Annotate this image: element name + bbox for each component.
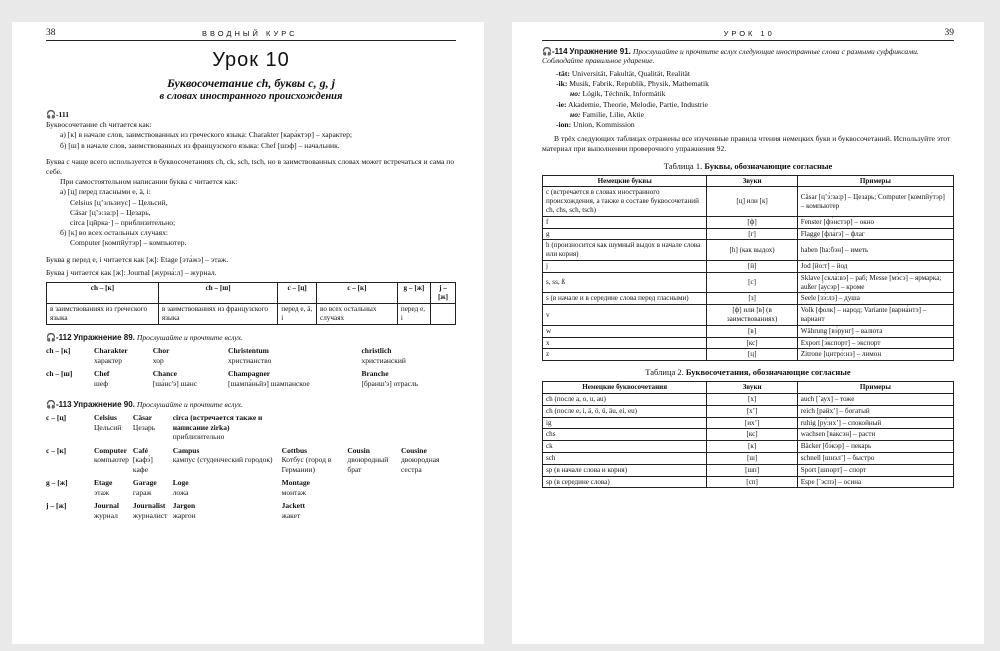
table-header: Немецкие буквосочетания <box>543 382 707 394</box>
translation: двоюродная сестра <box>400 455 440 474</box>
sound-cell: [с] <box>707 272 797 293</box>
exercise-row-label <box>46 369 94 392</box>
example-cell: Volk [фолк] – народ; Variante [вариа́нтэ] – вариант <box>797 305 953 326</box>
suffix-list <box>542 69 954 130</box>
word-cell <box>228 346 361 369</box>
example-cell: wachsen [ва́ксэн] – расти <box>797 429 953 441</box>
german-word: circa (встречается также и написание zirka) <box>172 413 263 432</box>
german-word: Cousin <box>347 445 370 455</box>
sound-cell: [ц] <box>707 349 797 361</box>
german-word: Champagner <box>228 369 271 379</box>
exercise-90-grid <box>46 413 456 524</box>
word-cell <box>173 413 282 446</box>
table-row <box>543 405 954 417</box>
word-cell <box>173 501 282 524</box>
example-caesar: Cäsar [ц’э:за:р] – Цезарь, <box>70 207 151 217</box>
exercise-row <box>46 346 456 369</box>
summary-header: ch – [к] <box>47 283 159 304</box>
rule-ch: Буквосочетание ch читается как: <box>46 120 152 130</box>
audio-icon: 🎧 <box>542 47 552 56</box>
exercise-instruction: Прослушайте и прочтите вслух. <box>136 400 243 410</box>
word-cell <box>173 478 282 501</box>
example-cell: Zitrone [цитро́:нэ] – лимон <box>797 349 953 361</box>
word-cell <box>153 346 228 369</box>
exercise-title: Упражнение 91. <box>569 47 631 56</box>
table-caption-number: Таблица 1. <box>663 160 703 171</box>
audio-icon: 🎧 <box>46 400 56 410</box>
summary-cell: во всех остальных случаях <box>317 304 398 325</box>
table-2-caption <box>542 367 954 377</box>
word-cell <box>347 446 401 479</box>
exercise-label: j – [ж] <box>46 501 67 511</box>
word-cell <box>94 478 133 501</box>
exercise-label: ch – [ш] <box>46 369 73 379</box>
table-row <box>543 261 954 273</box>
table-header-row <box>543 382 954 394</box>
left-page <box>12 22 484 644</box>
translation: христианский <box>361 355 406 365</box>
table-row <box>543 476 954 488</box>
rule-j: Буква j читается как [ж]: Journal [журна́:л] – журнал. <box>46 267 217 277</box>
exercise-instruction: Прослушайте и прочтите вслух следующие иностранные слова с разными суффиксами. Соблюдайте правильное ударение. <box>542 47 919 65</box>
suffix: но: <box>570 109 581 119</box>
letter-cell: s, ss, ß <box>543 272 707 293</box>
translation: [ша́нс'э] шанс <box>152 378 198 388</box>
exercise-row-label <box>46 413 94 446</box>
word-cell <box>133 446 173 479</box>
word-cell <box>282 478 348 501</box>
translation: этаж <box>94 487 110 497</box>
sound-cell: [ц] или [к] <box>707 187 797 216</box>
suffix-words: Lógik, Téchnik, Informátik <box>582 89 666 99</box>
lesson-subtitle-2: в словах иностранного происхождения <box>159 91 343 102</box>
table-row <box>543 305 954 326</box>
audio-track: -113 <box>55 400 72 410</box>
word-cell <box>282 446 348 479</box>
table-header: Звуки <box>707 175 797 187</box>
exercise-row <box>46 501 456 524</box>
letter-cell: f <box>543 216 707 228</box>
german-word: Garage <box>132 478 157 488</box>
translation: [кафэ́] кафе <box>132 455 153 474</box>
sound-cell: [ф] или [в] (в заимствованиях) <box>707 305 797 326</box>
table-row <box>543 349 954 361</box>
translation: гараж <box>132 487 152 497</box>
lesson-subtitle: Буквосочетание ch, буквы c, g, j <box>167 76 335 90</box>
table-row <box>543 187 954 216</box>
german-word: Etage <box>94 478 113 488</box>
letter-cell: g <box>543 228 707 240</box>
sound-cell: [к] <box>707 441 797 453</box>
german-word: Chance <box>152 369 177 379</box>
german-word: Chef <box>94 369 110 379</box>
translation: [шампа́ньйэ] шампанское <box>228 378 310 388</box>
letter-cell: ch (после a, o, u, au) <box>543 393 707 405</box>
table-header: Немецкие буквы <box>543 175 707 187</box>
letter-cell: z <box>543 349 707 361</box>
table-header: Примеры <box>797 382 953 394</box>
german-word: Jargon <box>172 501 196 511</box>
german-word: Montage <box>281 478 310 488</box>
letter-cell: ck <box>543 441 707 453</box>
german-word: Chor <box>152 346 170 356</box>
exercise-91-heading <box>542 47 954 65</box>
suffix-words: Universität, Fakultät, Qualität, Realität <box>571 69 690 78</box>
letter-cell: sp (в начале слова и корня) <box>543 464 707 476</box>
sound-cell: [х] <box>707 393 797 405</box>
exercise-label: g – [ж] <box>46 478 68 488</box>
example-cell: Sklave [скла́:вэ] – раб; Messe [мэ́сэ] – ярмарка; außer [а́усэр] – кроме <box>797 272 953 293</box>
summary-cell <box>431 304 456 325</box>
translation: компьютер <box>94 455 129 465</box>
german-word: christlich <box>361 346 392 356</box>
audio-track: -112 <box>55 333 72 343</box>
table-header: Примеры <box>797 175 953 187</box>
letter-cell: h (произносится как шумный выдох в начале слова или корня) <box>543 240 707 261</box>
exercise-90-heading <box>46 400 456 409</box>
exercise-label: c – [к] <box>46 445 67 455</box>
table-1-caption <box>542 161 954 171</box>
letter-cell: ch (после e, i, ä, ö, ü, äu, ei, eu) <box>543 405 707 417</box>
audio-icon: 🎧 <box>46 333 56 343</box>
word-cell <box>133 501 173 524</box>
german-word: Jackett <box>281 501 305 511</box>
translation: христианство <box>228 355 272 365</box>
summary-cell: перед e, ä, i <box>278 304 317 325</box>
translation: шеф <box>94 378 109 388</box>
word-cell <box>282 501 348 524</box>
rule-c: При самостоятельном написании буква c читается как: <box>60 177 238 187</box>
table-row <box>543 393 954 405</box>
rule-ch-b: б) [ш] в начале слов, заимствованных из французского языка: Chef [шэф] – начальник. <box>60 140 340 150</box>
example-cell: Export [э́кспорт] – экспорт <box>797 337 953 349</box>
exercise-label: c – [ц] <box>46 413 67 423</box>
exercise-row-label <box>46 446 94 479</box>
sound-cell: [х’] <box>707 405 797 417</box>
example-computer: Computer [компйу́тэр] – компьютер. <box>70 238 187 248</box>
letter-cell: s (в начале и в середине слова перед гласными) <box>543 293 707 305</box>
table-caption-title: Буквосочетания, обозначающие согласные <box>685 367 851 378</box>
exercise-title: Упражнение 90. <box>73 400 135 410</box>
table-row <box>543 441 954 453</box>
example-cell: schnell [шнэл’] – быстро <box>797 452 953 464</box>
audio-icon: 🎧 <box>46 110 56 119</box>
suffix-row <box>542 69 954 79</box>
suffix-words: Akademie, Theorie, Melodie, Partie, Industrie <box>568 99 708 109</box>
translation: Цельсий <box>94 422 122 432</box>
suffix-words: Musik, Fabrik, Republik, Physik, Mathematik <box>569 79 709 89</box>
table-row <box>543 293 954 305</box>
table-row <box>543 240 954 261</box>
summary-header: c – [ц] <box>278 283 317 304</box>
tables-intro: В трёх следующих таблицах отражены все изученные правила чтения немецких букв и буквосочетаний. Используйте этот материал при выполнении проверочного упражнения 92. <box>542 134 951 154</box>
rule-g: Буква g перед e, i читается как [ж]: Etage [эта́жэ] – этаж. <box>46 254 229 264</box>
lesson-title: Урок 10 <box>212 49 290 71</box>
sound-cell: [г] <box>707 228 797 240</box>
table-caption-number: Таблица 2. <box>645 367 684 378</box>
sound-cell: [ф] <box>707 216 797 228</box>
table-row <box>543 417 954 429</box>
word-cell <box>94 413 133 446</box>
translation: хор <box>152 355 164 365</box>
suffix: -tät: <box>556 69 570 78</box>
example-cell: Cäsar [ц’э́:за:р] – Цезарь; Computer [компйу́тэр] – компьютер <box>797 187 953 216</box>
translation: [бранш'э] отрасль <box>361 378 419 388</box>
left-page-number: 38 <box>46 28 56 38</box>
audio-track: -114 <box>551 47 568 56</box>
word-cell <box>94 501 133 524</box>
word-cell <box>361 369 456 392</box>
example-cell: Sport [шпорт] – спорт <box>797 464 953 476</box>
translation: Котбус (город в Германии) <box>281 455 332 474</box>
right-page-number: 39 <box>944 28 954 38</box>
sound-cell: [сп] <box>707 476 797 488</box>
letter-cell: c (встречается в словах иностранного происхождения, а также в составе буквосочетаний ch, chs, sch, tsch) <box>543 187 707 216</box>
letter-cell: sp (в середине слова) <box>543 476 707 488</box>
word-cell <box>401 446 456 479</box>
german-word: Campus <box>172 445 200 455</box>
suffix: -ion: <box>556 120 572 130</box>
exercise-row-label <box>46 501 94 524</box>
right-running-header <box>542 22 954 41</box>
left-running-header <box>46 22 456 41</box>
word-cell <box>153 369 228 392</box>
translation: двоюродный брат <box>347 455 389 474</box>
example-cell: Espe [´эспэ] – осина <box>797 476 953 488</box>
word-cell <box>133 413 173 446</box>
german-word: Branche <box>361 369 389 379</box>
table-row <box>543 464 954 476</box>
example-cell: Seele [зэ́:лэ] – душа <box>797 293 953 305</box>
summary-cell: перед e, i <box>397 304 430 325</box>
german-word: Celsius <box>94 413 117 423</box>
german-word: Christentum <box>228 346 269 356</box>
exercise-title: Упражнение 89. <box>73 333 135 343</box>
suffix-words: Union, Kommission <box>573 120 635 130</box>
table-row <box>543 228 954 240</box>
sound-cell: [в] <box>707 325 797 337</box>
suffix: но: <box>570 89 581 99</box>
letters-table <box>542 175 954 362</box>
word-cell <box>228 369 361 392</box>
word-cell <box>94 369 153 392</box>
suffix: -ik: <box>556 79 568 89</box>
example-circa: circa [цӣрка·] – приблизительно; <box>70 218 176 228</box>
exercise-row <box>46 369 456 392</box>
example-cell: haben [ha:бэн] – иметь <box>797 240 953 261</box>
translation: приблизительно <box>172 432 225 442</box>
exercise-label: ch – [к] <box>46 346 71 356</box>
summary-header: j – [ж] <box>431 283 456 304</box>
example-cell: Jod [йо:т] – йод <box>797 261 953 273</box>
rule-c-b: б) [к] во всех остальных случаях: <box>60 228 168 238</box>
letter-cell: sch <box>543 452 707 464</box>
example-cell: ruhig [ру́:их’] – спокойный <box>797 417 953 429</box>
letter-cell: j <box>543 261 707 273</box>
table-header: Звуки <box>707 382 797 394</box>
translation: монтаж <box>281 487 307 497</box>
rule-c-usage: Буква c чаще всего используется в буквосочетаниях ch, ck, sch, tsch, но в заимствованных словах может встречаться и сама по себе. <box>46 156 455 177</box>
letter-cell: chs <box>543 429 707 441</box>
sound-cell: [шп] <box>707 464 797 476</box>
table-row <box>543 337 954 349</box>
summary-header: c – [к] <box>317 283 398 304</box>
translation: характер <box>94 355 122 365</box>
summary-header: ch – [ш] <box>158 283 277 304</box>
letter-cell: w <box>543 325 707 337</box>
example-cell: auch [´аух] – тоже <box>797 393 953 405</box>
german-word: Café <box>132 445 148 455</box>
table-row <box>543 325 954 337</box>
suffix: -ie: <box>556 99 567 109</box>
exercise-row-label <box>46 478 94 501</box>
german-word: Computer <box>94 445 127 455</box>
sound-cell: [кс] <box>707 429 797 441</box>
sound-cell: [их’] <box>707 417 797 429</box>
german-word: Charakter <box>94 346 128 356</box>
table-row <box>543 216 954 228</box>
letter-cell: x <box>543 337 707 349</box>
summary-cell: в заимствованиях из французского языка <box>158 304 277 325</box>
exercise-row <box>46 413 456 446</box>
example-celsius: Celsius [ц’эльзиус] – Цельсий, <box>70 197 168 207</box>
sound-cell: [й] <box>707 261 797 273</box>
table-header-row <box>543 175 954 187</box>
translation: жаргон <box>172 510 196 520</box>
exercise-89-heading <box>46 333 456 342</box>
example-cell: reich [райх’] – богатый <box>797 405 953 417</box>
example-cell: Fenster [фэ́нстэр] – окно <box>797 216 953 228</box>
suffix-row <box>542 79 954 89</box>
german-word: Journal <box>94 501 120 511</box>
example-cell: Währung [вэ́рунг] – валюта <box>797 325 953 337</box>
letter-cell: ig <box>543 417 707 429</box>
translation: жакет <box>281 510 301 520</box>
example-cell: Bäcker [бэ́кэр] – пекарь <box>797 441 953 453</box>
table-caption-title: Буквы, обозначающие согласные <box>704 160 833 171</box>
summary-table <box>46 282 456 325</box>
exercise-89-grid <box>46 346 456 392</box>
suffix-row <box>542 110 954 120</box>
table-row <box>543 452 954 464</box>
german-word: Loge <box>172 478 189 488</box>
exercise-row <box>46 478 456 501</box>
translation: кампус (студенческий городок) <box>172 455 273 465</box>
summary-cell: в заимствованиях из греческого языка <box>47 304 159 325</box>
table-row <box>543 272 954 293</box>
suffix-row <box>542 89 954 99</box>
audio-track: -111 <box>55 110 70 119</box>
example-cell: Flagge [фла́гэ] – флаг <box>797 228 953 240</box>
letter-combinations-table <box>542 381 954 488</box>
suffix-words: Familie, Lilie, Aktie <box>582 109 645 119</box>
left-running-title: ВВОДНЫЙ КУРС <box>201 29 298 38</box>
translation: Цезарь <box>132 422 156 432</box>
exercise-row <box>46 446 456 479</box>
sound-cell: [ш] <box>707 452 797 464</box>
sound-cell: [h] (как выдох) <box>707 240 797 261</box>
word-cell <box>94 346 153 369</box>
exercise-row-label <box>46 346 94 369</box>
word-cell <box>133 478 173 501</box>
summary-header: g – [ж] <box>397 283 430 304</box>
table-row <box>543 429 954 441</box>
word-cell <box>361 346 456 369</box>
translation: ложа <box>172 487 189 497</box>
german-word: Cousine <box>400 445 427 455</box>
word-cell <box>94 446 133 479</box>
exercise-instruction: Прослушайте и прочтите вслух. <box>136 333 243 343</box>
sound-cell: [з] <box>707 293 797 305</box>
german-word: Cottbus <box>281 445 308 455</box>
rule-ch-a: а) [к] в начале слов, заимствованных из греческого языка: Charakter [кара́ктэр] – характер; <box>60 130 352 140</box>
suffix-row <box>542 100 954 110</box>
translation: журналист <box>132 510 168 520</box>
right-running-title: УРОК 10 <box>723 29 775 38</box>
letter-cell: v <box>543 305 707 326</box>
right-page <box>512 22 984 644</box>
translation: журнал <box>94 510 118 520</box>
sound-cell: [кс] <box>707 337 797 349</box>
word-cell <box>173 446 282 479</box>
rule-c-a: а) [ц] перед гласными e, ä, i: <box>60 187 151 197</box>
suffix-row <box>542 120 954 130</box>
german-word: Journalist <box>132 501 166 511</box>
german-word: Cäsar <box>132 413 153 423</box>
